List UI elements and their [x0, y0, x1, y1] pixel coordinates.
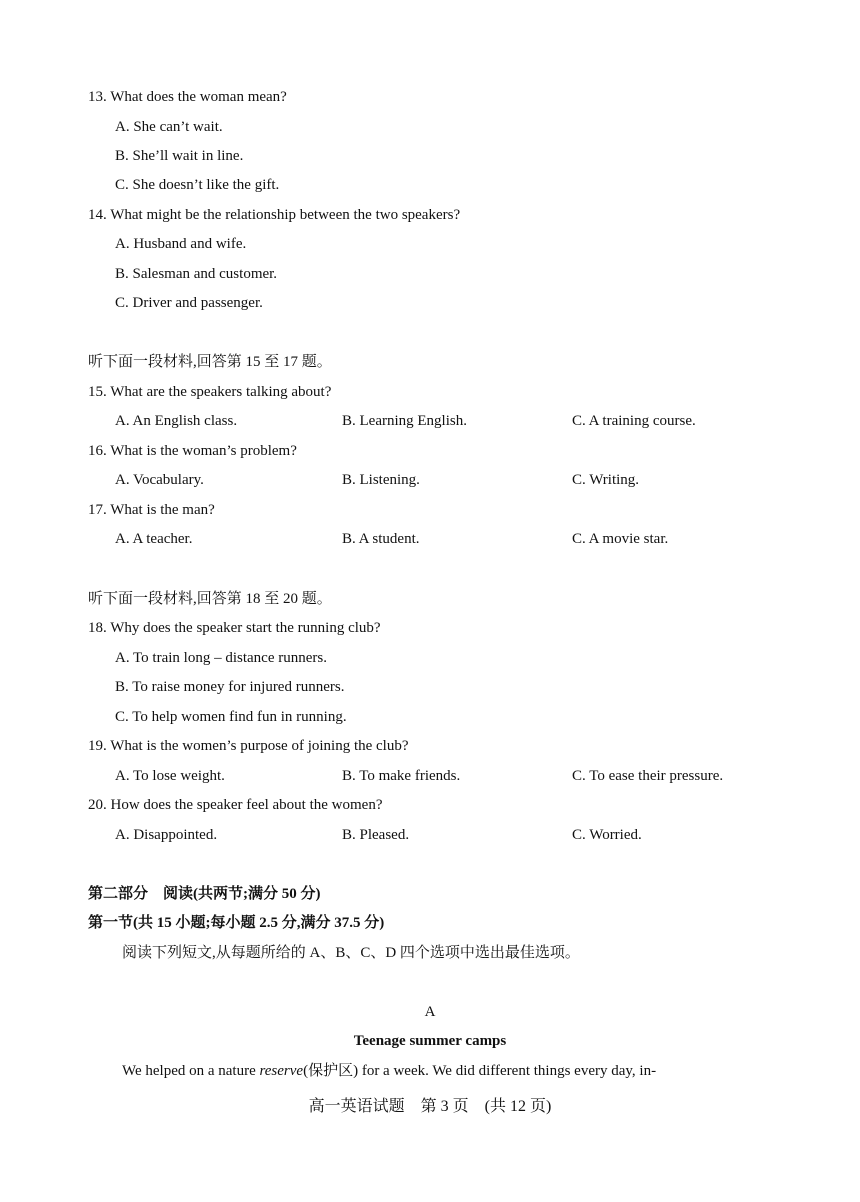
option-15a: A. An English class.: [115, 413, 238, 429]
option-13a: A. She can’t wait.: [115, 119, 223, 135]
option-16a: A. Vocabulary.: [115, 472, 204, 488]
option-14b: B. Salesman and customer.: [115, 266, 278, 282]
passage-letter: A: [424, 1004, 436, 1020]
option-20c: C. Worried.: [572, 827, 642, 843]
section1-heading: 第一节(共 15 小题;每小题 2.5 分,满分 37.5 分): [88, 915, 385, 931]
instruction-15-17: 听下面一段材料,回答第 15 至 17 题。: [88, 354, 332, 370]
option-15c: C. A training course.: [572, 413, 696, 429]
question-20: 20. How does the speaker feel about the women?: [88, 797, 383, 813]
question-17: 17. What is the man?: [88, 502, 215, 518]
option-18b: B. To raise money for injured runners.: [115, 679, 345, 695]
question-18: 18. Why does the speaker start the running club?: [88, 620, 381, 636]
option-16c: C. Writing.: [572, 472, 640, 488]
option-13c: C. She doesn’t like the gift.: [115, 177, 280, 193]
question-14: 14. What might be the relationship between the two speakers?: [88, 207, 461, 223]
option-20a: A. Disappointed.: [115, 827, 218, 843]
passage-line-1-start: We helped on a nature: [122, 1063, 260, 1079]
page-footer: 高一英语试题 第 3 页 (共 12 页): [308, 1098, 552, 1115]
passage-line-1-end: (保护区) for a week. We did different things every day, in-: [303, 1063, 657, 1079]
question-15: 15. What are the speakers talking about?: [88, 384, 332, 400]
option-14c: C. Driver and passenger.: [115, 295, 263, 311]
instruction-18-20: 听下面一段材料,回答第 18 至 20 题。: [88, 591, 332, 607]
option-17b: B. A student.: [342, 531, 420, 547]
option-19b: B. To make friends.: [342, 768, 461, 784]
question-19: 19. What is the women’s purpose of joining the club?: [88, 738, 409, 754]
option-18a: A. To train long – distance runners.: [115, 650, 327, 666]
passage-line-1: [122, 1061, 656, 1081]
option-18c: C. To help women find fun in running.: [115, 709, 347, 725]
option-13b: B. She’ll wait in line.: [115, 148, 244, 164]
passage-title: Teenage summer camps: [353, 1033, 507, 1049]
option-14a: A. Husband and wife.: [115, 236, 247, 252]
passage-line-1-italic: reserve: [259, 1063, 304, 1079]
option-16b: B. Listening.: [342, 472, 420, 488]
option-19a: A. To lose weight.: [115, 768, 225, 784]
reading-instruction: 阅读下列短文,从每题所给的 A、B、C、D 四个选项中选出最佳选项。: [122, 945, 580, 961]
question-16: 16. What is the woman’s problem?: [88, 443, 297, 459]
option-20b: B. Pleased.: [342, 827, 410, 843]
option-19c: C. To ease their pressure.: [572, 768, 724, 784]
part2-heading: 第二部分 阅读(共两节;满分 50 分): [88, 886, 321, 902]
question-13: 13. What does the woman mean?: [88, 89, 287, 105]
option-17a: A. A teacher.: [115, 531, 193, 547]
option-15b: B. Learning English.: [342, 413, 467, 429]
option-17c: C. A movie star.: [572, 531, 669, 547]
